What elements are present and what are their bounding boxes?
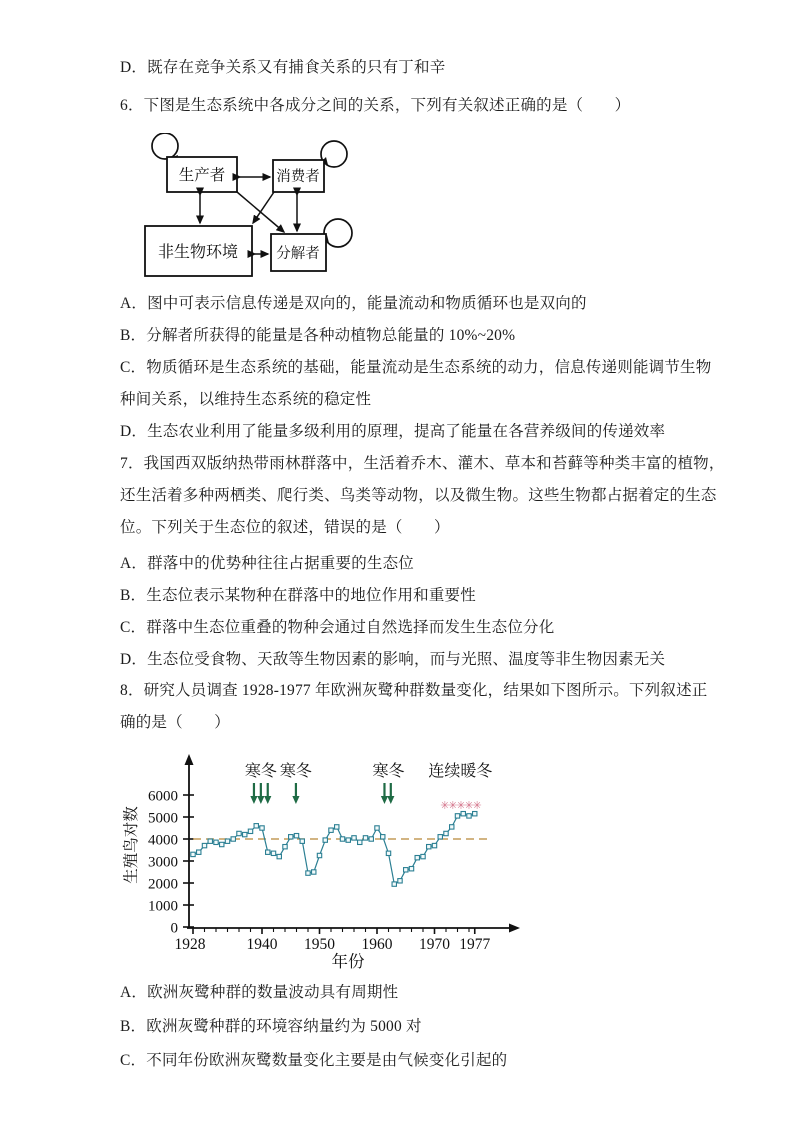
text-line: 7．我国西双版纳热带雨林群落中，生活着乔木、灌木、草本和苔藓等种类丰富的植物， — [120, 455, 725, 472]
data-point-marker — [312, 870, 316, 874]
down-arrowhead — [257, 796, 264, 804]
text-line: 8．研究人员调查 1928-1977 年欧洲灰鹭种群数量变化，结果如下图所示。下列叙述正 — [120, 682, 708, 699]
data-point-marker — [208, 839, 212, 843]
data-point-marker — [306, 871, 310, 875]
warm-winter-symbol: ✳ — [440, 800, 450, 812]
heron-population-chart — [120, 752, 550, 974]
text-line: D．既存在竞争关系又有捕食关系的只有丁和辛 — [120, 59, 446, 76]
data-point-marker — [404, 868, 408, 872]
chart-axis-labels — [122, 789, 491, 972]
consumer-label: 消费者 — [276, 169, 320, 185]
data-point-marker — [409, 867, 413, 871]
chart-annotations — [245, 762, 493, 812]
text-line: 位。下列关于生态位的叙述，错误的是（ ） — [120, 519, 450, 536]
text-line: 确的是（ ） — [120, 714, 230, 731]
warm-winter-annotation — [428, 762, 492, 812]
text-line: B．生态位表示某物种在群落中的地位作用和重要性 — [120, 587, 476, 604]
data-point-marker — [202, 843, 206, 847]
data-point-marker — [300, 839, 304, 843]
annotation-label: 寒冬 — [372, 763, 405, 780]
data-point-marker — [467, 814, 471, 818]
data-point-marker — [329, 828, 333, 832]
data-point-marker — [260, 826, 264, 830]
x-tick-label: 1977 — [459, 936, 491, 953]
data-point-marker — [444, 831, 448, 835]
data-point-marker — [438, 835, 442, 839]
x-tick-label: 1940 — [246, 936, 278, 953]
text-line: A．图中可表示信息传递是双向的，能量流动和物质循环也是双向的 — [120, 295, 587, 312]
population-line — [193, 814, 475, 884]
data-point-marker — [225, 839, 229, 843]
decomposer-label: 分解者 — [276, 246, 320, 262]
warm-winter-symbol: ✳ — [472, 800, 482, 812]
data-point-marker — [317, 853, 321, 857]
data-series — [191, 812, 477, 887]
data-point-marker — [243, 832, 247, 836]
question-6-options — [120, 288, 740, 448]
data-point-marker — [369, 837, 373, 841]
text-line: B．分解者所获得的能量是各种动植物总能量的 10%~20% — [120, 327, 516, 344]
chart-axes — [183, 754, 520, 934]
abiotic-environment-label: 非生物环境 — [157, 244, 239, 261]
question-7-stem — [120, 448, 740, 544]
y-tick-label: 5000 — [148, 810, 178, 827]
warm-winter-symbol: ✳ — [448, 800, 458, 812]
y-tick-label: 6000 — [148, 788, 178, 805]
y-axis-arrowhead — [185, 754, 194, 765]
y-tick-label: 3000 — [148, 854, 178, 871]
data-point-marker — [455, 814, 459, 818]
cold-winter-annotation — [280, 762, 312, 804]
data-point-marker — [254, 824, 258, 828]
data-point-marker — [294, 834, 298, 838]
x-axis-arrowhead — [509, 924, 520, 933]
data-point-marker — [432, 843, 436, 847]
data-point-marker — [398, 879, 402, 883]
data-point-marker — [363, 836, 367, 840]
data-point-marker — [289, 835, 293, 839]
data-point-marker — [214, 840, 218, 844]
annotation-label: 连续暖冬 — [428, 763, 493, 780]
y-tick-label: 4000 — [148, 832, 178, 849]
text-line: 6．下图是生态系统中各成分之间的关系，下列有关叙述正确的是（ ） — [120, 97, 631, 114]
question-6-stem — [120, 90, 740, 122]
text-line: D．生态位受食物、天敌等生物因素的影响，而与光照、温度等非生物因素无关 — [120, 651, 666, 668]
data-point-marker — [271, 851, 275, 855]
down-arrowhead — [381, 796, 388, 804]
x-tick-label: 1960 — [361, 936, 393, 953]
y-tick-label: 0 — [170, 920, 178, 937]
data-point-marker — [381, 835, 385, 839]
text-line: A．群落中的优势种往往占据重要的生态位 — [120, 555, 414, 572]
data-point-marker — [450, 825, 454, 829]
down-arrowhead — [264, 796, 271, 804]
question-8-options — [120, 976, 740, 1078]
question-7-options — [120, 548, 740, 676]
text-line: A．欧洲灰鹭种群的数量波动具有周期性 — [120, 984, 399, 1001]
data-point-marker — [277, 854, 281, 858]
data-point-marker — [421, 854, 425, 858]
warm-winter-symbol: ✳ — [456, 800, 466, 812]
producer-label: 生产者 — [178, 167, 226, 184]
data-point-marker — [392, 882, 396, 886]
data-point-marker — [427, 845, 431, 849]
annotation-label: 寒冬 — [279, 763, 312, 780]
y-tick-label: 1000 — [148, 898, 178, 915]
x-tick-label: 1928 — [174, 936, 206, 953]
question-8-stem — [120, 675, 740, 739]
x-tick-label: 1970 — [419, 936, 450, 953]
data-point-marker — [266, 850, 270, 854]
data-point-marker — [386, 851, 390, 855]
warm-winter-symbol: ✳ — [464, 800, 474, 812]
text-line: 还生活着多种两栖类、爬行类、鸟类等动物，以及微生物。这些生物都占据着定的生态 — [120, 487, 717, 504]
x-axis-title: 年份 — [331, 952, 365, 971]
down-arrowhead — [292, 796, 299, 804]
data-point-marker — [191, 852, 195, 856]
text-line: D．生态农业利用了能量多级利用的原理，提高了能量在各营养级间的传递效率 — [120, 423, 666, 440]
y-tick-label: 2000 — [148, 876, 178, 893]
text-line: 种间关系，以维持生态系统的稳定性 — [120, 391, 372, 408]
data-point-marker — [352, 836, 356, 840]
text-line: B．欧洲灰鹭种群的环境容纳量约为 5000 对 — [120, 1018, 422, 1035]
data-point-marker — [335, 825, 339, 829]
data-point-marker — [473, 812, 477, 816]
data-point-marker — [323, 838, 327, 842]
annotation-label: 寒冬 — [244, 763, 277, 780]
data-point-marker — [237, 831, 241, 835]
data-point-marker — [340, 837, 344, 841]
prev-question-option-d — [120, 52, 740, 84]
text-line: C．群落中生态位重叠的物种会通过自然选择而发生生态位分化 — [120, 619, 555, 636]
data-point-marker — [461, 812, 465, 816]
data-point-marker — [375, 826, 379, 830]
cold-winter-annotation — [245, 762, 277, 804]
text-line: C．不同年份欧洲灰鹭数量变化主要是由气候变化引起的 — [120, 1052, 508, 1069]
text-line: C．物质循环是生态系统的基础，能量流动是生态系统的动力，信息传递则能调节生物 — [120, 359, 712, 376]
data-point-marker — [197, 850, 201, 854]
cold-winter-annotation — [372, 762, 404, 804]
data-point-marker — [220, 842, 224, 846]
data-point-marker — [358, 840, 362, 844]
ecosystem-diagram — [110, 133, 390, 293]
data-point-marker — [283, 845, 287, 849]
data-point-marker — [346, 838, 350, 842]
down-arrowhead — [387, 796, 394, 804]
producer-self-loop — [152, 133, 178, 159]
data-point-marker — [415, 856, 419, 860]
x-tick-label: 1950 — [304, 936, 335, 953]
data-point-marker — [231, 837, 235, 841]
data-point-marker — [248, 829, 252, 833]
y-axis-title: 生殖鸟对数 — [123, 806, 140, 884]
down-arrowhead — [250, 796, 257, 804]
